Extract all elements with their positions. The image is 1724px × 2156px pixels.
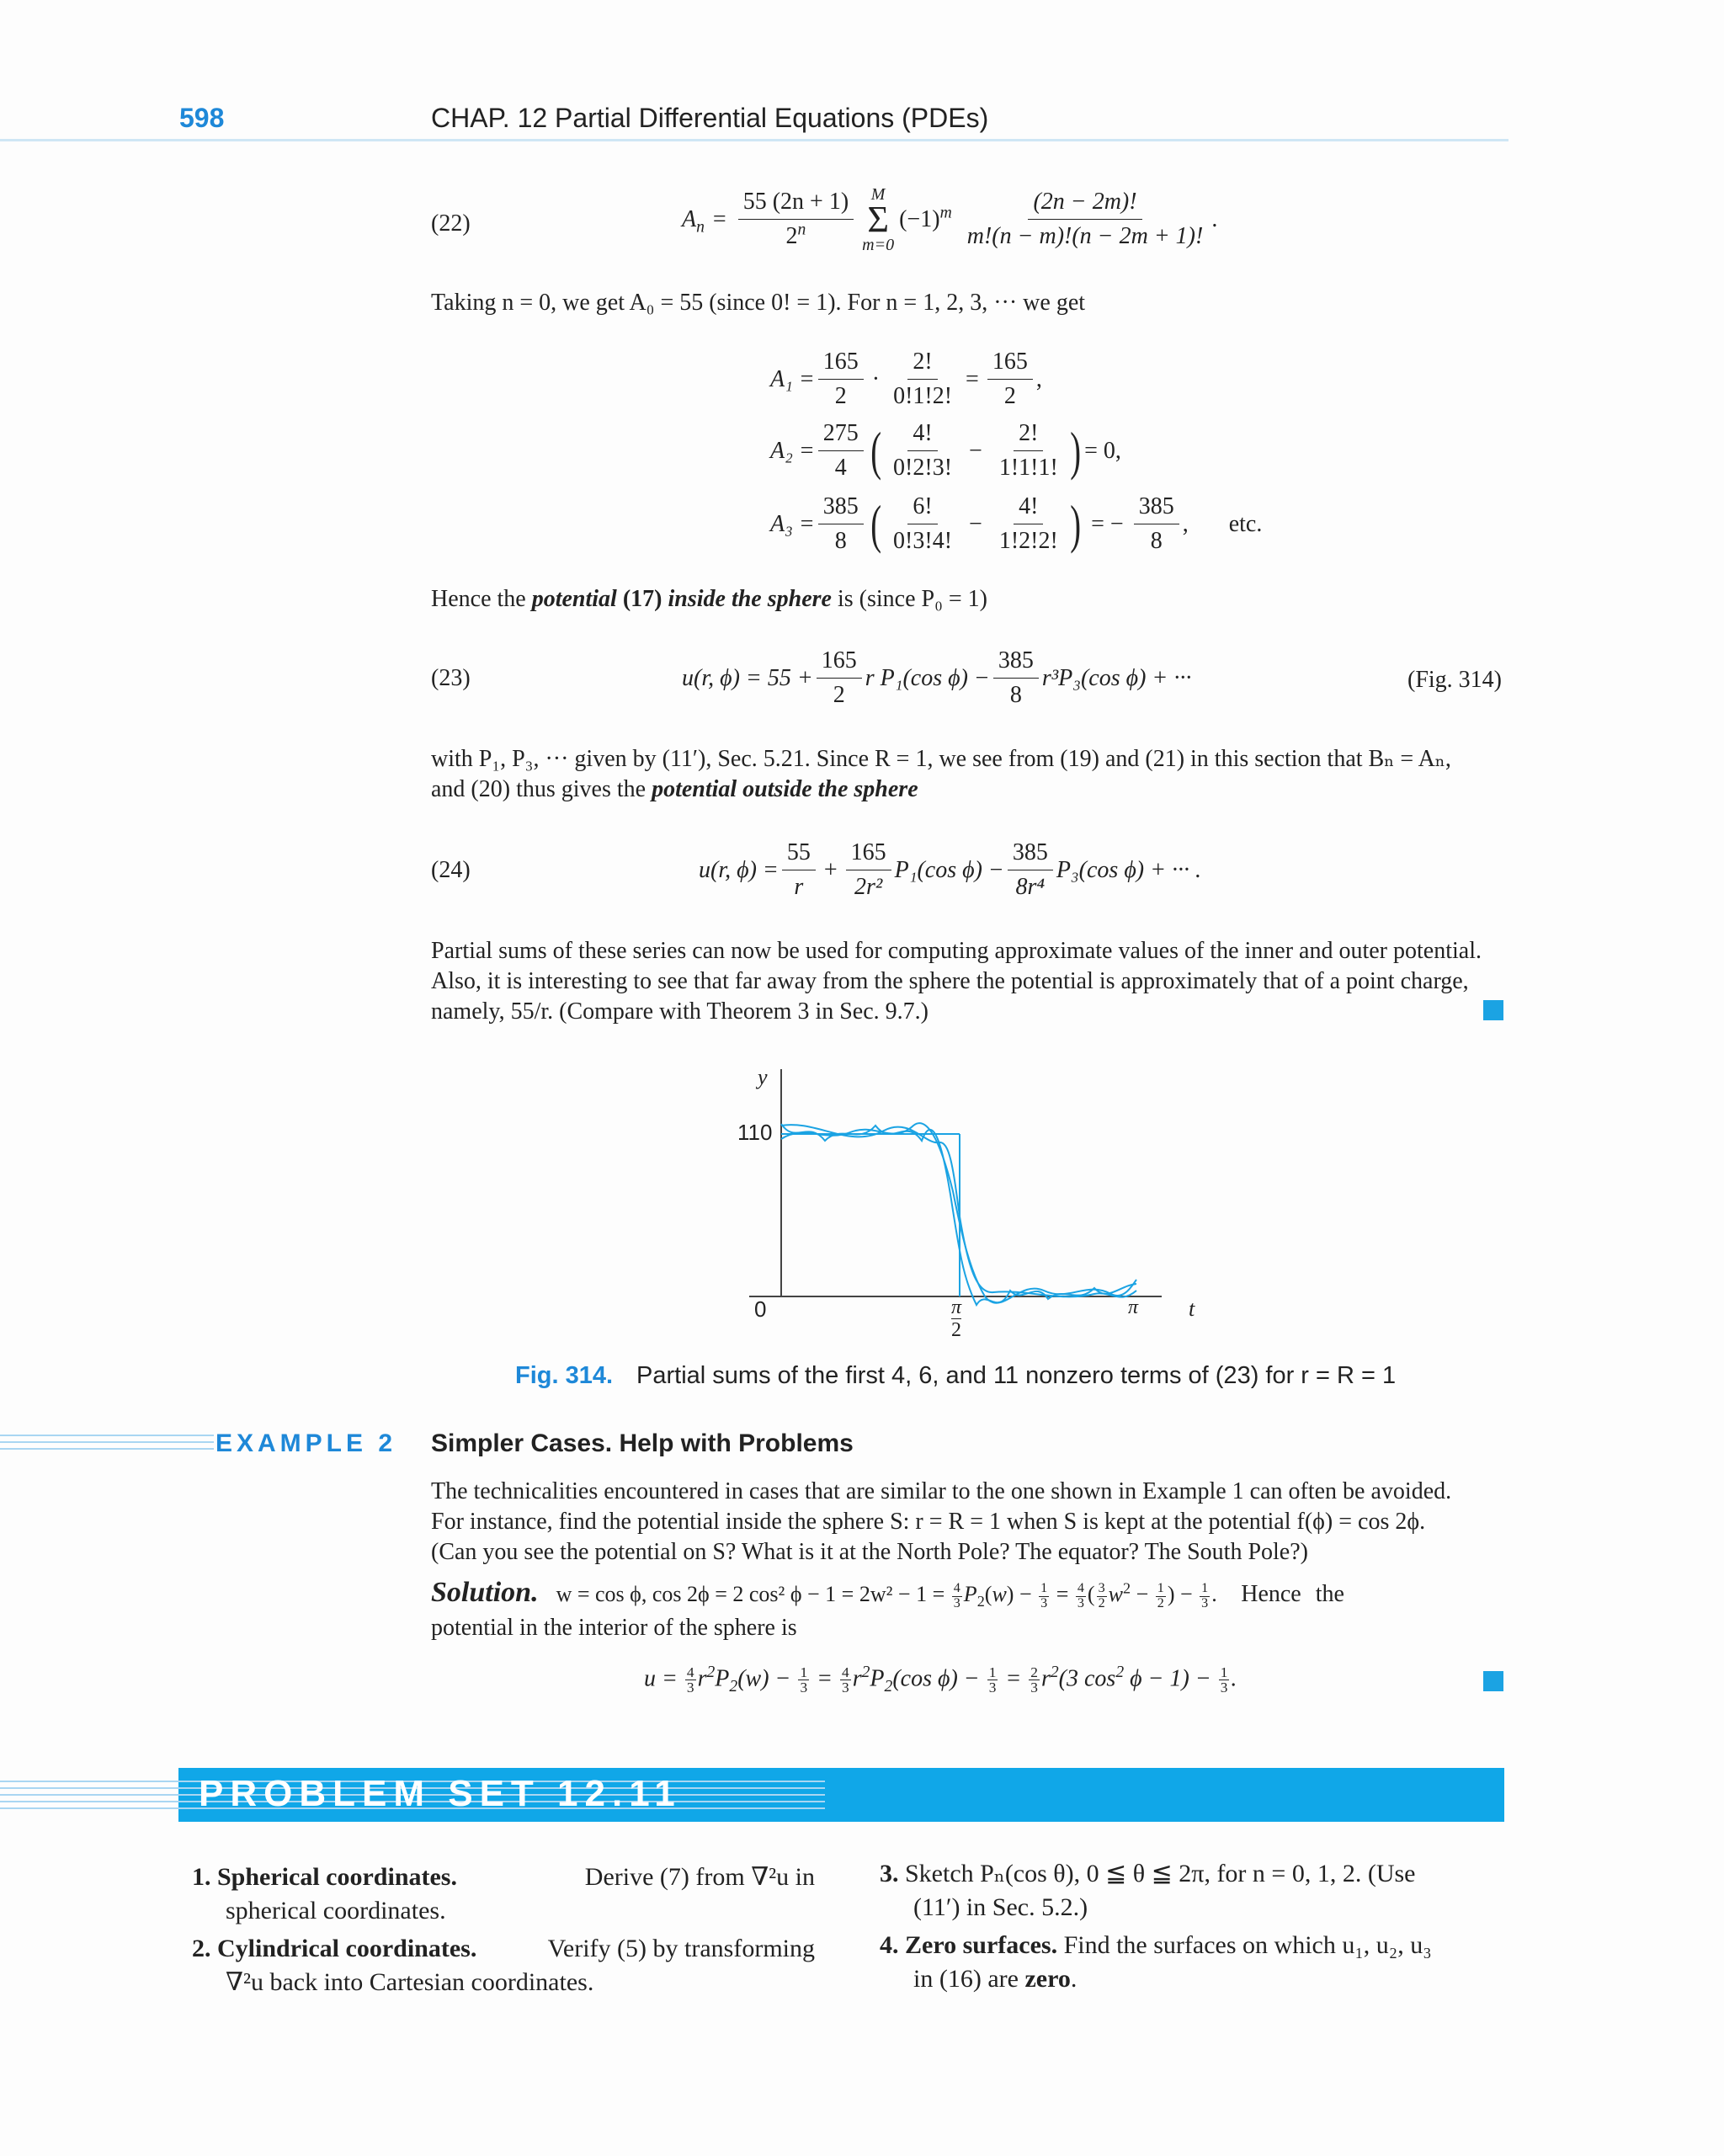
solution-equation: w = cos ϕ, cos 2ϕ = 2 cos² ϕ − 1 = 2w² − 1 = $\frac{4}{3}$ $P_2(w)$ − $\frac{1}{3}$ = $\frac{4}{3}$ ( $\frac{3}{2}$ $w^2$ − $\frac{1}{2}$ ) − $\frac{1}{3}$ . [556,1579,1223,1610]
eq24-number: (24) [431,857,471,883]
problem-2: 2. Cylindrical coordinates. Verify (5) by transforming ∇²u back into Cartesian coordinates. [192,1935,815,1996]
figure-tick-pi-half: π 2 [951,1296,962,1341]
problem-3: 3. Sketch Pₙ(cos θ), 0 ≦ θ ≦ 2π, for n = 0, 1, 2. (Use (11′) in Sec. 5.2.) [880,1860,1416,1921]
running-head: CHAP. 12 Partial Differential Equations (PDEs) [431,103,989,133]
figure-y-label: y [758,1065,768,1089]
figure-y-tick-110: 110 [737,1120,773,1145]
example-title: Simpler Cases. Help with Problems [431,1429,854,1457]
page-number: 598 [179,103,225,133]
end-of-example-marker [1483,1000,1503,1020]
example-label: EXAMPLE 2 [216,1429,397,1457]
end-of-example2-marker [1483,1671,1503,1691]
example-solution: Solution. w = cos ϕ, cos 2ϕ = 2 cos² ϕ − 1 = 2w² − 1 = $\frac{4}{3}$ $P_2(w)$ − $\frac{1}{3}$ = $\frac{4}{3}$ ( $\frac{3}{2}$ $w^2$ − $\frac{1}{2}$ ) − $\frac{1}{3}$ . Hence the [431,1577,1344,1610]
problem-4: 4. Zero surfaces. Find the surfaces on which u₁, u₂, u₃ in (16) are zero. [880,1931,1432,1993]
problem-1: 1. Spherical coordinates. Derive (7) from ∇²u in spherical coordinates. [192,1863,815,1924]
eq22: $A_n$ = $\frac{55 (2n + 1)}{2^n}$ M Σ m=0 $(-1)^m$ $\frac{(2n - 2m)!}{m!(n - m)!(n - 2m + 1)!}$ . [682,184,1218,254]
eq22-sum: M Σ m=0 [862,184,895,254]
eq22-coef: $\frac{55 (2n + 1)}{2^n}$ [738,185,854,253]
para-hence-potential: Hence the potential (17) inside the sphere is (since P₀ = 1) [431,586,987,612]
header-rule [0,139,1508,141]
eq22-sign: $(-1)^m$ [899,204,952,232]
eq22-number: (22) [431,210,471,237]
eq-a1: A₁ = $\frac{165}{2}$ · $\frac{2!}{0!1!2!}$ = $\frac{165}{2}$ , [770,345,1042,413]
eq-a3: A₃ = $\frac{385}{8}$ ( $\frac{6!}{0!3!4!}$ − $\frac{4!}{1!2!2!}$ ) = − $\frac{385}{8}$ , etc. [770,490,1262,558]
solution-label: Solution. [431,1577,539,1608]
eq23-number: (23) [431,665,471,691]
example-statement: The technicalities encountered in cases that are similar to the one shown in Example 1 can often be avoided. For instance, find the potential inside the sphere S: r = R = 1 when S is kept at the potential f(ϕ) = cos 2ϕ. (Can you see the potential on S? What is it at the North Pole? The equator? The South Pole?) [431,1478,1452,1565]
problem-set-title: PROBLEM SET 12.11 [199,1773,682,1814]
figure-tick-pi: π [1128,1296,1139,1318]
figure-origin: 0 [754,1296,767,1322]
eq22-lhs: $A_n$ [682,205,705,237]
para-with-p1: with P₁, P₃, ··· given by (11′), Sec. 5.21. Since R = 1, we see from (19) and (21) in this section that Bₙ = Aₙ, and (20) thus gives the potential outside the sphere [431,746,1451,802]
figure-t-label: t [1189,1296,1195,1321]
figure-caption: Fig. 314. Partial sums of the first 4, 6, and 11 nonzero terms of (23) for r = R = 1 [515,1362,1397,1389]
eq23: u(r, ϕ) = 55 + $\frac{165}{2}$ r P₁(cos ϕ) − $\frac{385}{8}$ r³P₃(cos ϕ) + ··· [682,644,1191,712]
figure-314 [724,1065,1229,1360]
para-partial-sums: Partial sums of these series can now be used for computing approximate values of the inner and outer potential. Also, it is interesting to see that far away from the sphere the potential is approximately that of a point charge, namely, 55/r. (Compare with Theorem 3 in Sec. 9.7.) [431,938,1482,1025]
eq23-fig-ref: (Fig. 314) [1407,667,1502,693]
eq-a2: A₂ = $\frac{275}{4}$ ( $\frac{4!}{0!2!3!}$ − $\frac{2!}{1!1!1!}$ ) = 0, [770,417,1121,485]
para-taking-n: Taking n = 0, we get A₀ = 55 (since 0! = 1). For n = 1, 2, 3, ··· we get [431,290,1086,316]
eq22-fraction: $\frac{(2n - 2m)!}{m!(n - m)!(n - 2m + 1)!}$ [962,185,1209,253]
example-final-equation: u = $\frac{4}{3}$ $r^2P_2(w)$ − $\frac{1}{3}$ = $\frac{4}{3}$ $r^2P_2(\cos$ ϕ) − $\frac{1}{3}$ = $\frac{2}{3}$ $r^2(3$ $\cos^2 \phi - 1$) − $\frac{1}{3}$ . [644,1663,1237,1696]
example-solution-line2: potential in the interior of the sphere is [431,1615,797,1641]
eq24: u(r, ϕ) = $\frac{55}{r}$ + $\frac{165}{\text{2r²}}$ P₁(cos ϕ) − $\frac{385}{\text{8r⁴}}$ P₃(cos ϕ) + ··· . [699,836,1201,904]
